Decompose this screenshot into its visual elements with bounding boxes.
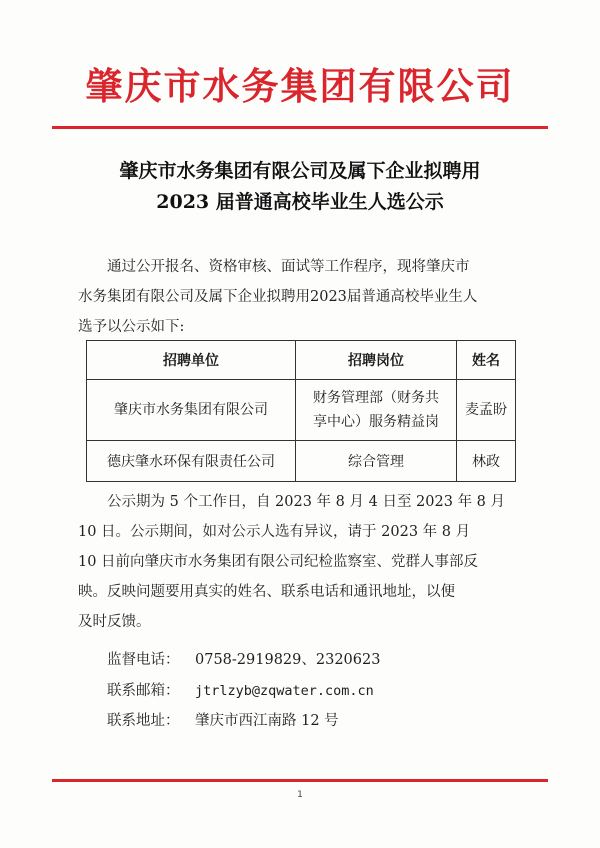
email-value[interactable]: jtrlzyb@zqwater.com.cn — [195, 683, 374, 699]
cell-name: 林政 — [457, 441, 516, 482]
table-row — [87, 441, 516, 482]
contact-email — [107, 680, 374, 702]
header-unit: 招聘单位 — [87, 341, 296, 380]
footer-red-rule — [52, 779, 548, 782]
intro-line-2: 水务集团有限公司及属下企业拟聘用2023届普通高校毕业生人 — [78, 289, 478, 305]
address-label: 联系地址： — [107, 713, 180, 729]
intro-paragraph — [78, 252, 548, 342]
notice-line-5: 及时反馈。 — [78, 614, 151, 630]
cell-unit: 肇庆市水务集团有限公司 — [87, 380, 296, 441]
phone-value[interactable]: 0758-2919829、2320623 — [195, 652, 381, 668]
address-value: 肇庆市西江南路 12 号 — [195, 713, 339, 729]
notice-line-4: 映。反映问题要用真实的姓名、联系电话和通讯地址，以便 — [78, 584, 455, 600]
notice-line-2: 10 日。公示期间，如对公示人选有异议，请于 2023 年 8 月 — [78, 524, 471, 540]
intro-line-1: 通过公开报名、资格审核、面试等工作程序，现将肇庆市 — [107, 259, 470, 275]
page-number: 1 — [297, 790, 303, 800]
table-row — [87, 380, 516, 441]
cell-position-line-1: 财务管理部（财务共 — [313, 390, 439, 406]
phone-label: 监督电话： — [107, 652, 180, 668]
notice-paragraph — [78, 487, 548, 637]
candidates-table — [86, 340, 516, 482]
email-label: 联系邮箱： — [107, 683, 180, 699]
cell-position — [296, 380, 457, 441]
contact-address — [107, 710, 339, 732]
document-title-line-1: 肇庆市水务集团有限公司及属下企业拟聘用 — [119, 160, 481, 182]
cell-name: 麦孟盼 — [457, 380, 516, 441]
cell-position: 综合管理 — [296, 441, 457, 482]
table-header-row — [87, 341, 516, 380]
cell-position-line-2: 享中心）服务精益岗 — [313, 414, 439, 430]
header-name: 姓名 — [457, 341, 516, 380]
header-position: 招聘岗位 — [296, 341, 457, 380]
intro-line-3: 选予以公示如下: — [78, 319, 185, 335]
organization-header: 肇庆市水务集团有限公司 — [85, 65, 515, 108]
candidates-table-wrapper — [86, 340, 516, 482]
supervision-phone — [107, 649, 380, 671]
header-red-rule — [52, 126, 548, 129]
cell-unit: 德庆肇水环保有限责任公司 — [87, 441, 296, 482]
notice-line-1: 公示期为 5 个工作日，自 2023 年 8 月 4 日至 2023 年 8 月 — [107, 494, 506, 510]
notice-line-3: 10 日前向肇庆市水务集团有限公司纪检监察室、党群人事部反 — [78, 554, 479, 570]
document-title-line-2: 2023 届普通高校毕业生人选公示 — [156, 191, 444, 213]
